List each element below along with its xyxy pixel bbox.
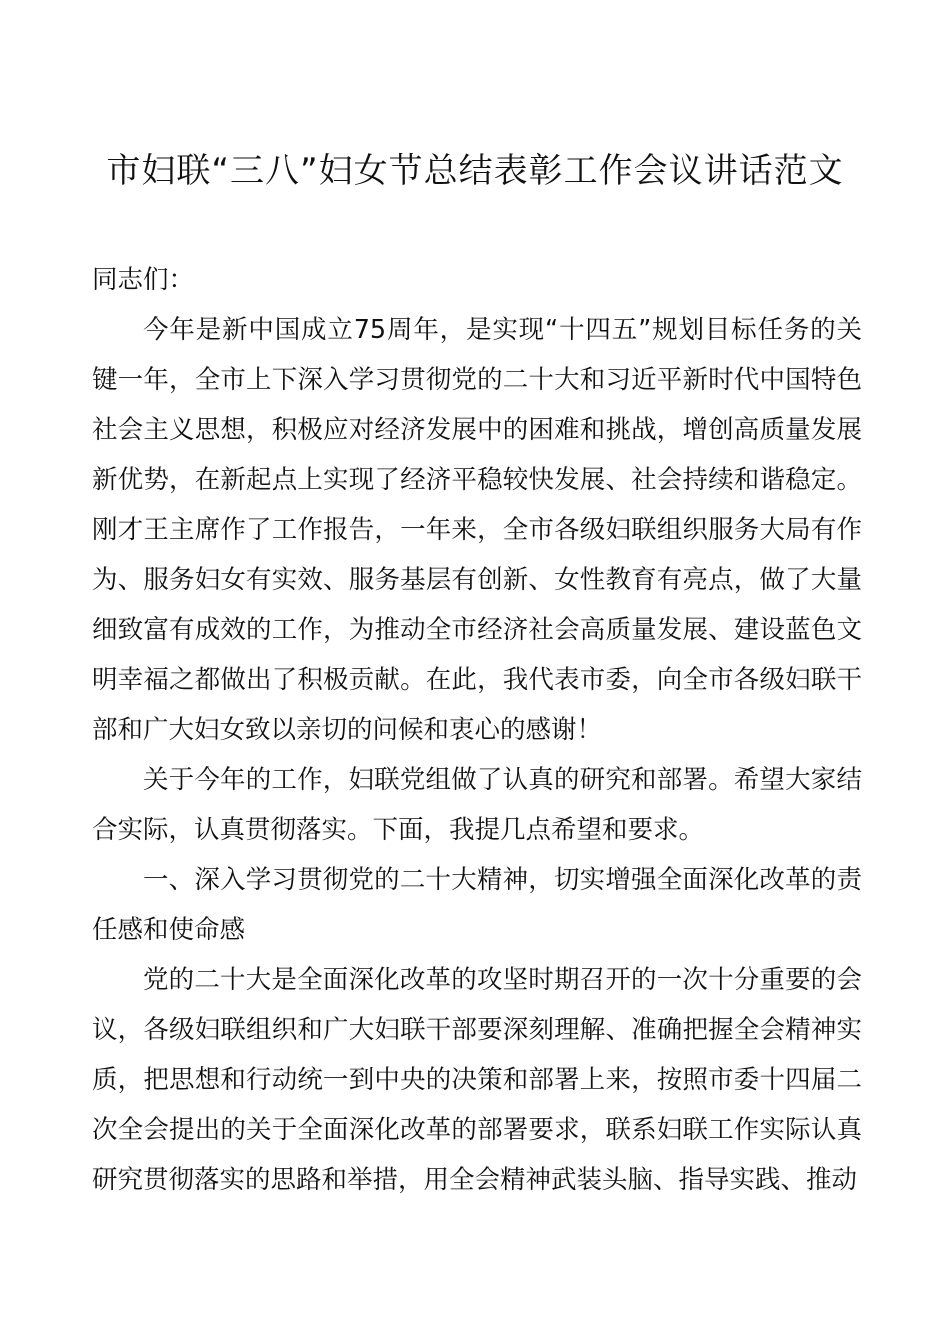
body-paragraph-3: 党的二十大是全面深化改革的攻坚时期召开的一次十分重要的会议，各级妇联组织和广大妇联干部要深刻理解、准确把握全会精神实质，把思想和行动统一到中央的决策和部署上来，按照市委十四届二次全会提出的关于全面深化改革的部署要求，联系妇联工作实际认真研究贯彻落实的思路和举措，用全会精神武装头脑、指导实践、推动: [92, 965, 862, 1195]
body-paragraph-2: 关于今年的工作，妇联党组做了认真的研究和部署。希望大家结合实际，认真贯彻落实。下面，我提几点希望和要求。: [92, 765, 862, 845]
document-title: 市妇联“三八”妇女节总结表彰工作会议讲话范文: [106, 151, 844, 191]
salutation: 同志们：: [92, 265, 195, 295]
section-heading-1: 一、深入学习贯彻党的二十大精神，切实增强全面深化改革的责任感和使命感: [92, 865, 862, 945]
body-paragraph-1: 今年是新中国成立75周年，是实现“十四五”规划目标任务的关键一年，全市上下深入学习贯彻党的二十大和习近平新时代中国特色社会主义思想，积极应对经济发展中的困难和挑战，增创高质量发展新优势，在新起点上实现了经济平稳较快发展、社会持续和谐稳定。刚才王主席作了工作报告，一年来，全市各级妇联组织服务大局有作为、服务妇女有实效、服务基层有创新、女性教育有亮点，做了大量细致富有成效的工作，为推动全市经济社会高质量发展、建设蓝色文明幸福之都做出了积极贡献。在此，我代表市委，向全市各级妇联干部和广大妇女致以亲切的问候和衷心的感谢！: [92, 315, 862, 745]
document-body: [92, 255, 862, 1205]
